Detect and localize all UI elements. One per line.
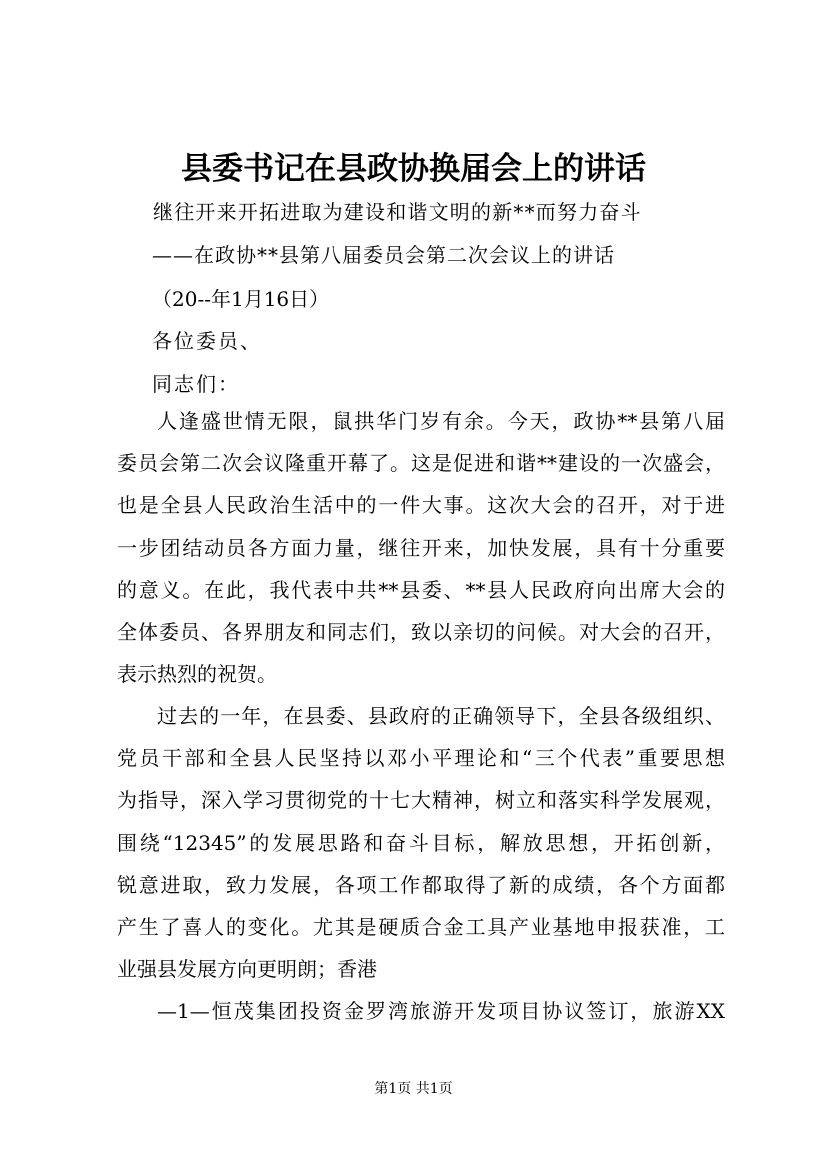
paragraph-line: 锐意进取，致力发展，各项工作都取得了新的成绩，各个方面都 xyxy=(117,872,725,897)
document-subtitle: 继往开来开拓进取为建设和谐文明的新**而努力奋斗 xyxy=(153,200,642,224)
document-title: 县委书记在县政协换届会上的讲话 xyxy=(181,151,646,187)
paragraph-line: 人逢盛世情无限，鼠拱华门岁有余。今天，政协**县第八届 xyxy=(157,409,725,433)
paragraph-line: 的意义。在此，我代表中共**县委、**县人民政府向出席大会的 xyxy=(117,577,725,602)
paragraph-line: —1—恒茂集团投资金罗湾旅游开发项目协议签订，旅游XX xyxy=(157,999,725,1023)
paragraph-line: 过去的一年，在县委、县政府的正确领导下，全县各级组织、 xyxy=(157,704,725,728)
paragraph-line: 产生了喜人的变化。尤其是硬质合金工具产业基地申报获准，工 xyxy=(117,915,725,940)
body-paragraph-1 xyxy=(117,400,725,695)
document-subtitle-2: ——在政协**县第八届委员会第二次会议上的讲话 xyxy=(152,243,615,267)
paragraph-line: 党员干部和全县人民坚持以邓小平理论和“三个代表”重要思想 xyxy=(117,746,725,771)
paragraph-line: 表示热烈的祝贺。 xyxy=(117,662,277,687)
body-paragraph-2 xyxy=(117,695,725,990)
body-paragraph-3 xyxy=(117,990,725,1032)
paragraph-line: 委员会第二次会议隆重开幕了。这是促进和谐**建设的一次盛会， xyxy=(117,451,725,476)
page-footer: 第1页 共1页 xyxy=(374,1081,453,1097)
paragraph-line: 业强县发展方向更明朗；香港 xyxy=(117,957,377,982)
salutation-comrades: 同志们： xyxy=(152,372,240,396)
speech-date: （20--年1月16日） xyxy=(152,287,330,311)
paragraph-line: 围绕“12345”的发展思路和奋斗目标，解放思想，开拓创新， xyxy=(117,830,725,855)
paragraph-line: 为指导，深入学习贯彻党的十七大精神，树立和落实科学发展观， xyxy=(117,788,725,813)
paragraph-line: 全体委员、各界朋友和同志们，致以亲切的问候。对大会的召开， xyxy=(117,620,725,645)
salutation-members: 各位委员、 xyxy=(152,329,262,353)
paragraph-line: 也是全县人民政治生活中的一件大事。这次大会的召开，对于进 xyxy=(117,493,725,518)
paragraph-line: 一步团结动员各方面力量，继往开来，加快发展，具有十分重要 xyxy=(117,535,725,560)
